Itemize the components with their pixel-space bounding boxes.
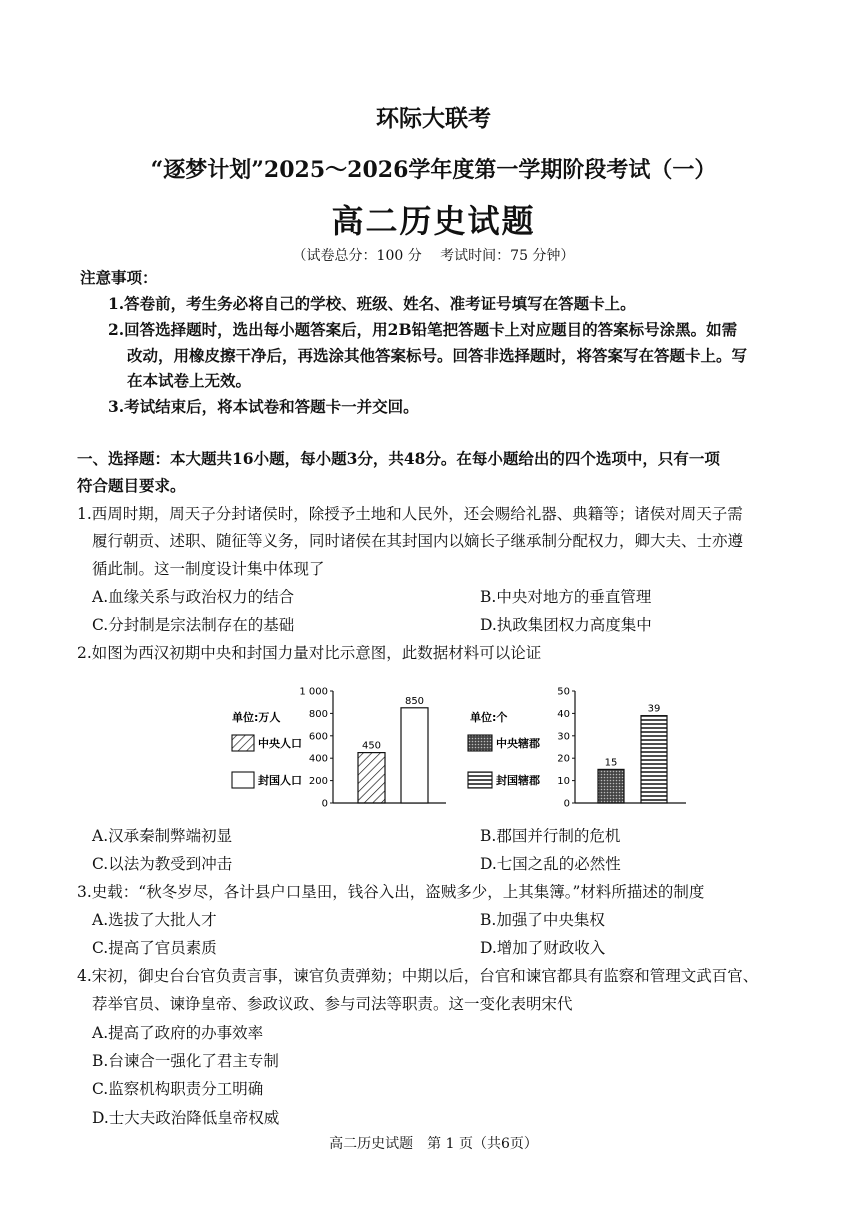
notice-item: 在本试卷上无效。 bbox=[127, 371, 252, 390]
page-footer: 高二历史试题 第 1 页（共6页） bbox=[329, 1136, 538, 1152]
legend-swatch bbox=[468, 772, 492, 788]
data-label: 850 bbox=[404, 695, 425, 707]
question-2-stem: 2.如图为西汉初期中央和封国力量对比示意图，此数据材料可以论证 bbox=[77, 644, 542, 662]
y-tick-label: 0 bbox=[321, 798, 328, 810]
y-tick-label: 10 bbox=[557, 776, 570, 788]
commandery-chart bbox=[468, 687, 686, 810]
q1-option-b[interactable]: B.中央对地方的垂直管理 bbox=[480, 588, 652, 606]
question-4-stem: 荐举官员、谏诤皇帝、参政议政、参与司法等职责。这一变化表明宋代 bbox=[92, 995, 573, 1013]
q4-option-d[interactable]: D.士大夫政治降低皇帝权威 bbox=[92, 1109, 280, 1127]
question-1-stem: 履行朝贡、述职、随征等义务，同时诸侯在其封国内以嫡长子继承制分配权力，卿大夫、士亦遵 bbox=[92, 532, 744, 550]
exam-meta: （试卷总分：100 分 考试时间：75 分钟） bbox=[292, 248, 575, 264]
notice-item: 1.答卷前，考生务必将自己的学校、班级、姓名、准考证号填写在答题卡上。 bbox=[108, 294, 636, 313]
q3-option-d[interactable]: D.增加了财政收入 bbox=[480, 939, 606, 957]
exam-name: “逐梦计划”2025～2026学年度第一学期阶段考试（一） bbox=[150, 157, 717, 183]
legend-label: 封国辖郡 bbox=[496, 774, 540, 787]
bar bbox=[598, 769, 624, 803]
exam-org: 环际大联考 bbox=[376, 105, 491, 132]
data-label: 39 bbox=[647, 703, 661, 715]
data-label: 450 bbox=[361, 740, 382, 752]
legend-swatch bbox=[468, 735, 492, 751]
notice-item: 改动，用橡皮擦干净后，再选涂其他答案标号。回答非选择题时，将答案写在答题卡上。写 bbox=[127, 346, 748, 365]
data-label: 15 bbox=[604, 757, 618, 769]
y-tick-label: 400 bbox=[308, 753, 328, 765]
bar bbox=[641, 716, 667, 803]
q1-option-c[interactable]: C.分封制是宗法制存在的基础 bbox=[92, 616, 295, 634]
y-tick-label: 30 bbox=[557, 731, 570, 743]
y-tick-label: 40 bbox=[557, 708, 570, 720]
section-heading-cont: 符合题目要求。 bbox=[77, 476, 186, 495]
chart-figure bbox=[0, 683, 867, 818]
unit-label: 单位:万人 bbox=[232, 711, 281, 724]
question-1-stem: 循此制。这一制度设计集中体现了 bbox=[92, 560, 325, 578]
q4-option-c[interactable]: C.监察机构职责分工明确 bbox=[92, 1080, 264, 1098]
legend-label: 封国人口 bbox=[258, 774, 302, 787]
y-tick-label: 800 bbox=[308, 708, 328, 720]
legend-swatch bbox=[232, 735, 254, 751]
y-tick-label: 200 bbox=[308, 776, 328, 788]
question-4-stem: 4.宋初，御史台台官负责言事，谏官负责弹劾；中期以后，台官和谏官都具有监察和管理文武百官、 bbox=[77, 967, 759, 985]
unit-label: 单位:个 bbox=[470, 711, 508, 724]
section-heading: 一、选择题：本大题共16小题，每小题3分，共48分。在每小题给出的四个选项中，只有一项 bbox=[77, 449, 720, 468]
q1-option-a[interactable]: A.血缘关系与政治权力的结合 bbox=[92, 588, 295, 606]
q3-option-c[interactable]: C.提高了官员素质 bbox=[92, 939, 217, 957]
legend-label: 中央辖郡 bbox=[496, 737, 540, 750]
q2-option-d[interactable]: D.七国之乱的必然性 bbox=[480, 855, 621, 873]
y-tick-label: 20 bbox=[557, 753, 570, 765]
page-title: 高二历史试题 bbox=[331, 202, 536, 240]
y-tick-label: 0 bbox=[563, 798, 570, 810]
legend-swatch bbox=[232, 772, 254, 788]
bar bbox=[358, 753, 385, 803]
y-tick-label: 50 bbox=[557, 686, 570, 698]
q4-option-a[interactable]: A.提高了政府的办事效率 bbox=[92, 1024, 264, 1042]
q2-option-a[interactable]: A.汉承秦制弊端初显 bbox=[92, 827, 233, 845]
q2-option-b[interactable]: B.郡国并行制的危机 bbox=[480, 827, 621, 845]
y-tick-label: 600 bbox=[308, 731, 328, 743]
q1-option-d[interactable]: D.执政集团权力高度集中 bbox=[480, 616, 652, 634]
y-tick-label: 1 000 bbox=[299, 686, 328, 698]
bar bbox=[401, 708, 428, 803]
notice-item: 3.考试结束后，将本试卷和答题卡一并交回。 bbox=[108, 397, 419, 416]
question-1-stem: 1.西周时期，周天子分封诸侯时，除授予土地和人民外，还会赐给礼器、典籍等；诸侯对周天子需 bbox=[77, 505, 743, 523]
q2-option-c[interactable]: C.以法为教受到冲击 bbox=[92, 855, 233, 873]
population-chart bbox=[232, 687, 446, 810]
q3-option-b[interactable]: B.加强了中央集权 bbox=[480, 911, 605, 929]
question-3-stem: 3.史载：“秋冬岁尽，各计县户口垦田，钱谷入出，盗贼多少，上其集簿。”材料所描述的制度 bbox=[77, 883, 705, 901]
q3-option-a[interactable]: A.选拔了大批人才 bbox=[92, 911, 217, 929]
notice-title: 注意事项： bbox=[80, 268, 158, 287]
q4-option-b[interactable]: B.台谏合一强化了君主专制 bbox=[92, 1052, 279, 1070]
notice-item: 2.回答选择题时，选出每小题答案后，用2B铅笔把答题卡上对应题目的答案标号涂黑。如需 bbox=[108, 320, 738, 339]
legend-label: 中央人口 bbox=[258, 737, 302, 750]
